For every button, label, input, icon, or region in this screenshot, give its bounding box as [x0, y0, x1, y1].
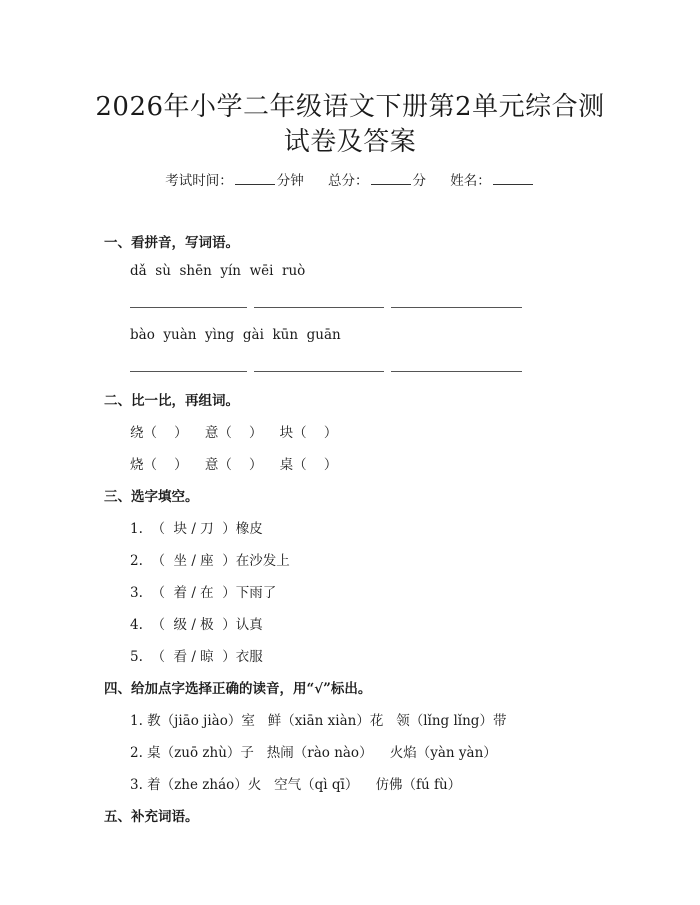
answer-line [391, 307, 522, 308]
time-unit: 分钟 [276, 173, 304, 189]
compare-row-1: 绕（ ） 意（ ） 块（ ） [130, 425, 338, 441]
answer-line [254, 307, 384, 308]
exam-meta [0, 169, 700, 189]
section-2-heading: 二、比一比，再组词。 [104, 393, 239, 409]
section-3-heading: 三、选字填空。 [104, 489, 199, 505]
answer-line [130, 371, 247, 372]
score-unit: 分 [412, 173, 426, 189]
answer-line [391, 371, 522, 372]
score-label: 总分： [328, 173, 369, 189]
section-4-heading: 四、给加点字选择正确的读音，用“√”标出。 [104, 681, 372, 697]
pronounce-item-2: 2. 桌（zuō zhù）子 热闹（rào nào） 火焰（yàn yàn） [130, 745, 497, 761]
time-label: 考试时间： [165, 173, 233, 189]
total-score [328, 173, 426, 189]
student-name [450, 173, 535, 189]
choose-item-5: 5. （ 看 / 晾 ）衣服 [130, 649, 263, 665]
time-blank [235, 172, 275, 185]
compare-row-2: 烧（ ） 意（ ） 桌（ ） [130, 457, 338, 473]
pronounce-item-3: 3. 着（zhe zháo）火 空气（qì qī） 仿佛（fú fù） [130, 777, 462, 793]
pinyin-row-2: bào yuàn yìng gài kūn guān [130, 327, 341, 343]
answer-line [254, 371, 384, 372]
exam-time [165, 173, 304, 189]
answer-line [130, 307, 247, 308]
section-1-heading: 一、看拼音，写词语。 [104, 235, 239, 251]
name-blank [493, 172, 533, 185]
section-5-heading: 五、补充词语。 [104, 809, 199, 825]
choose-item-4: 4. （ 级 / 极 ）认真 [130, 617, 263, 633]
name-label: 姓名： [450, 173, 491, 189]
pronounce-item-1: 1. 教（jiāo jiào）室 鲜（xiān xiàn）花 领（lǐng lǐng）带 [130, 713, 507, 729]
choose-item-2: 2. （ 坐 / 座 ）在沙发上 [130, 553, 290, 569]
page-title-line1: 2026年小学二年级语文下册第2单元综合测 [95, 92, 605, 122]
choose-item-3: 3. （ 着 / 在 ）下雨了 [130, 585, 277, 601]
page-title-line2: 试卷及答案 [283, 127, 417, 157]
pinyin-row-1: dǎ sù shēn yín wēi ruò [130, 263, 306, 279]
choose-item-1: 1. （ 块 / 刀 ）橡皮 [130, 521, 263, 537]
score-blank [371, 172, 411, 185]
